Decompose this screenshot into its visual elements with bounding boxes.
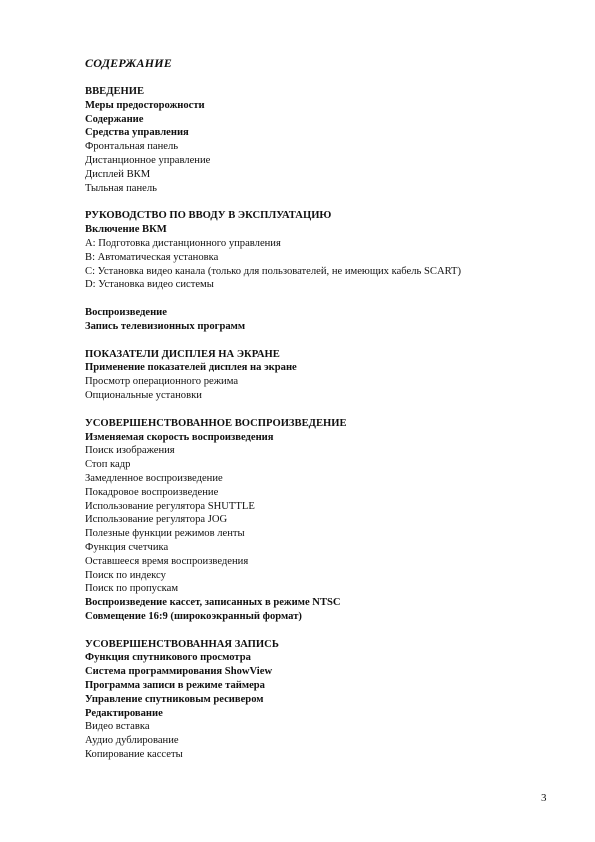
toc-entry: Полезные функции режимов ленты — [85, 528, 245, 540]
toc-section — [85, 209, 555, 333]
toc-entry: Использование регулятора JOG — [85, 514, 228, 526]
toc-subheading: Меры предосторожности — [85, 99, 205, 111]
toc-entry: Дистанционное управление — [85, 154, 211, 166]
toc-entry: Функция счетчика — [85, 541, 169, 553]
toc-subheading: Совмещение 16:9 (широкоэкранный формат) — [85, 610, 302, 622]
toc-subheading: Содержание — [85, 113, 144, 125]
toc-entry: Тыльная панель — [85, 182, 157, 194]
toc-section — [85, 417, 555, 624]
section-heading: ВВЕДЕНИЕ — [85, 86, 145, 97]
toc-subheading: Программа записи в режиме таймера — [85, 680, 265, 692]
toc-entry: Просмотр операционного режима — [85, 376, 239, 388]
toc-subheading: Изменяемая скорость воспроизведения — [85, 431, 274, 443]
toc-subheading: Включение ВКМ — [85, 224, 167, 236]
toc-entry: Оставшееся время воспроизведения — [85, 555, 249, 567]
table-of-contents — [85, 85, 555, 762]
toc-subheading: Воспроизведение кассет, записанных в режиме NTSC — [85, 597, 341, 609]
toc-entry: Видео вставка — [85, 721, 150, 733]
section-heading: УСОВЕРШЕНСТВОВАННАЯ ЗАПИСЬ — [85, 638, 279, 650]
toc-entry: Копирование кассеты — [85, 749, 183, 761]
page-number: 3 — [541, 792, 547, 804]
section-heading: ПОКАЗАТЕЛИ ДИСПЛЕЯ НА ЭКРАНЕ — [85, 348, 280, 360]
toc-entry: D: Установка видео системы — [85, 279, 214, 291]
toc-entry: Опциональные установки — [85, 389, 202, 401]
document-page — [85, 56, 555, 776]
toc-entry: Покадровое воспроизведение — [85, 486, 219, 498]
toc-subheading: Запись телевизионных программ — [85, 320, 246, 332]
toc-entry: Поиск изображения — [85, 445, 175, 457]
toc-entry: Замедленное воспроизведение — [85, 472, 223, 484]
toc-entry: C: Установка видео канала (только для пользователей, не имеющих кабель SCART) — [85, 265, 462, 277]
section-heading: РУКОВОДСТВО ПО ВВОДУ В ЭКСПЛУАТАЦИЮ — [85, 210, 332, 222]
section-heading: УСОВЕРШЕНСТВОВАННОЕ ВОСПРОИЗВЕДЕНИЕ — [85, 417, 347, 429]
toc-subheading: Функция спутникового просмотра — [85, 652, 251, 664]
toc-entry: A: Подготовка дистанционного управления — [85, 237, 281, 249]
page-title: СОДЕРЖАНИЕ — [85, 56, 172, 70]
toc-subheading: Система программирования ShowView — [85, 666, 273, 678]
toc-subheading: Воспроизведение — [85, 306, 167, 318]
toc-subheading: Средства управления — [85, 127, 189, 139]
toc-subheading: Управление спутниковым ресивером — [85, 693, 264, 705]
toc-subheading: Применение показателей дисплея на экране — [85, 362, 297, 374]
toc-subheading: Редактирование — [85, 707, 163, 719]
toc-entry: B: Автоматическая установка — [85, 251, 219, 263]
toc-entry: Использование регулятора SHUTTLE — [85, 500, 255, 512]
toc-entry: Поиск по пропускам — [85, 583, 179, 595]
toc-entry: Поиск по индексу — [85, 569, 166, 581]
toc-entry: Аудио дублирование — [85, 735, 179, 747]
toc-section — [85, 638, 555, 762]
toc-section — [85, 348, 555, 403]
toc-section — [85, 85, 555, 195]
toc-entry: Дисплей ВКМ — [85, 168, 151, 180]
toc-entry: Стоп кадр — [85, 459, 131, 471]
spacer — [85, 292, 555, 306]
toc-entry: Фронтальная панель — [85, 141, 179, 153]
